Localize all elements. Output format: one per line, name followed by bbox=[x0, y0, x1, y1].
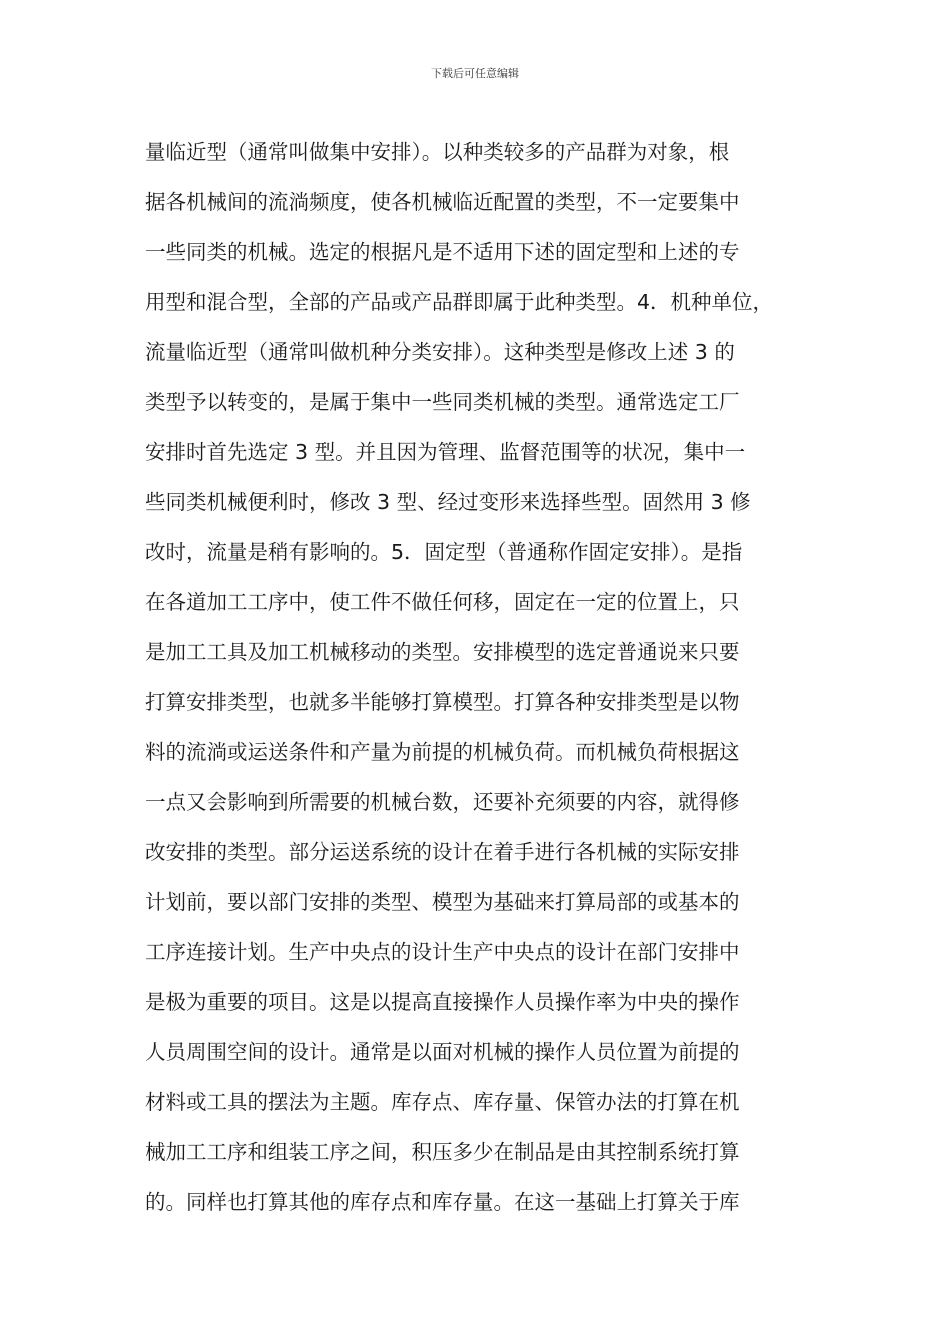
text-line: 是极为重要的项目。这是以提高直接操作人员操作率为中央的操作 bbox=[145, 990, 740, 1014]
text-line: 一些同类的机械。选定的根据凡是不适用下述的固定型和上述的专 bbox=[145, 240, 740, 264]
text-line: 安排时首先选定 3 型。并且因为管理、监督范围等的状况，集中一 bbox=[145, 440, 746, 464]
text-line: 计划前，要以部门安排的类型、模型为基础来打算局部的或基本的 bbox=[145, 890, 740, 914]
text-line: 是加工工具及加工机械移动的类型。安排模型的选定普通说来只要 bbox=[145, 640, 740, 664]
text-line: 工序连接计划。生产中央点的设计生产中央点的设计在部门安排中 bbox=[145, 940, 740, 964]
text-line: 在各道加工工序中，使工件不做任何移，固定在一定的位置上，只 bbox=[145, 590, 740, 614]
text-line: 人员周围空间的设计。通常是以面对机械的操作人员位置为前提的 bbox=[145, 1040, 740, 1064]
text-line: 的。同样也打算其他的库存点和库存量。在这一基础上打算关于库 bbox=[145, 1190, 740, 1214]
text-line: 料的流淌或运送条件和产量为前提的机械负荷。而机械负荷根据这 bbox=[145, 740, 740, 764]
text-line: 打算安排类型，也就多半能够打算模型。打算各种安排类型是以物 bbox=[145, 690, 740, 714]
page-header: 下载后可任意编辑 bbox=[431, 67, 519, 80]
text-line: 据各机械间的流淌频度，使各机械临近配置的类型，不一定要集中 bbox=[145, 190, 740, 214]
text-line: 用型和混合型，全部的产品或产品群即属于此种类型。4．机种单位， bbox=[145, 290, 774, 314]
text-line: 材料或工具的摆法为主题。库存点、库存量、保管办法的打算在机 bbox=[145, 1090, 740, 1114]
text-line: 械加工工序和组装工序之间，积压多少在制品是由其控制系统打算 bbox=[145, 1140, 740, 1164]
text-line: 类型予以转变的，是属于集中一些同类机械的类型。通常选定工厂 bbox=[145, 390, 740, 414]
text-line: 流量临近型（通常叫做机种分类安排）。这种类型是修改上述 3 的 bbox=[145, 340, 735, 364]
text-line: 改时，流量是稍有影响的。5．固定型（普通称作固定安排）。是指 bbox=[145, 540, 743, 564]
document-body bbox=[145, 127, 815, 1227]
text-line: 一点又会影响到所需要的机械台数，还要补充须要的内容，就得修 bbox=[145, 790, 740, 814]
text-line: 改安排的类型。部分运送系统的设计在着手进行各机械的实际安排 bbox=[145, 840, 740, 864]
text-line: 量临近型（通常叫做集中安排）。以种类较多的产品群为对象，根 bbox=[145, 140, 730, 164]
text-line: 些同类机械便利时，修改 3 型、经过变形来选择些型。固然用 3 修 bbox=[145, 490, 751, 514]
